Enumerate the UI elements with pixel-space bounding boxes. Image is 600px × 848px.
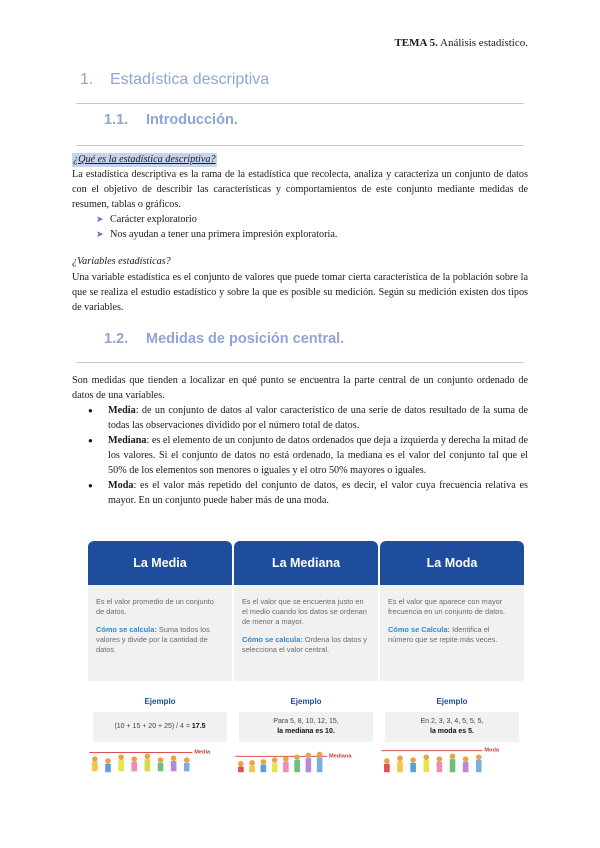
marker-label: Media (194, 749, 211, 756)
list-item: ➤ Carácter exploratorio (96, 212, 337, 227)
card-description: Es el valor que aparece con mayor frecuencia en un conjunto de datos. (388, 597, 506, 616)
bullet-list (86, 403, 528, 508)
list-item: ➤ Nos ayudan a tener una primera impresión exploratoria. (96, 227, 337, 242)
section-heading: 1. Estadística descriptiva (80, 71, 270, 88)
example-label: Ejemplo (290, 697, 322, 706)
card-media (88, 541, 232, 681)
divider (76, 362, 524, 363)
example-box: En 2, 3, 3, 4, 5, 5, 5, la moda es 5. (385, 712, 519, 742)
card-description: Es el valor que se encuentra justo en el medio cuando los datos se ordenan de menor a mayor. (242, 597, 367, 626)
card-mediana (234, 541, 378, 681)
card-title: La Media (88, 541, 232, 585)
divider (76, 103, 524, 104)
example-box: (10 + 15 + 20 + 25) / 4 = 17.5 (93, 712, 227, 742)
card-body (380, 585, 524, 681)
paragraph: Son medidas que tienden a localizar en qué punto se encuentra la parte central de un conjunto ordenado de datos de una variables. (72, 375, 528, 401)
example-label: Ejemplo (436, 697, 468, 706)
example-box: Para 5, 8, 10, 12, 15, la mediana es 10. (239, 712, 373, 742)
list-item: ● Mediana: es el elemento de un conjunto de datos ordenados que deja a izquierda y derecha la mitad de los valores. Si el conjunto de datos no está ordenado, la mediana es el valor del conjunto tal que el 50% de los elementos son menores o iguales y el otro 50% mayores o iguales. (86, 433, 528, 478)
card-moda (380, 541, 524, 681)
card-body (234, 585, 378, 681)
people-illustration (86, 746, 220, 776)
calc-text: Ordena los datos y selecciona el valor central. (242, 635, 367, 654)
people-illustration (232, 746, 366, 776)
example-label: Ejemplo (144, 697, 176, 706)
divider (76, 145, 524, 146)
list-item: ● Moda: es el valor más repetido del conjunto de datos, es decir, el valor cuya frecuencia relativa es mayor. En un conjunto puede haber más de una moda. (86, 478, 528, 508)
paragraph: Una variable estadística es el conjunto de valores que puede tomar cierta característica de la población sobre la que se realiza el estudio estadístico y sobre la que es posible su medición. Según su medición existen dos tipos de variables. (72, 272, 528, 313)
question-heading: ¿Variables estadísticas? (72, 256, 171, 267)
card-title: La Moda (380, 541, 524, 585)
calc-text: Suma todos los valores y divide por la cantidad de datos (96, 625, 210, 654)
subsection-heading: 1.2. Medidas de posición central. (104, 331, 345, 347)
person-figures (92, 754, 190, 773)
page-header: TEMA 5. Análisis estadístico. (394, 37, 528, 49)
calc-text: Identifica el número que se repite más veces. (388, 625, 498, 644)
card-body (88, 585, 232, 681)
calc-label: Cómo se calcula: (242, 635, 303, 644)
paragraph: La estadística descriptiva es la rama de la estadística que recolecta, analiza y caracteriza un conjunto de datos con el objetivo de describir las características y comportamientos de este conjunto mediante medidas de resumen, tablas o gráficos. (72, 169, 528, 210)
marker-label: Moda (484, 747, 500, 754)
arrow-list (96, 212, 337, 242)
person-figures (384, 754, 482, 773)
list-item: ● Media: de un conjunto de datos al valor característico de una serie de datos resultado de la suma de todas las observaciones dividido por el número total de datos. (86, 403, 528, 433)
card-title: La Mediana (234, 541, 378, 585)
calc-label: Cómo se Calcula: (388, 625, 451, 634)
card-description: Es el valor promedio de un conjunto de datos. (96, 597, 214, 616)
person-figures (238, 752, 322, 773)
marker-label: Mediana (329, 753, 352, 760)
calc-label: Cómo se calcula: (96, 625, 157, 634)
subsection-heading: 1.1. Introducción. (104, 112, 238, 128)
people-illustration (378, 746, 512, 776)
question-heading: ¿Qué es la estadística descriptiva? (73, 154, 216, 165)
